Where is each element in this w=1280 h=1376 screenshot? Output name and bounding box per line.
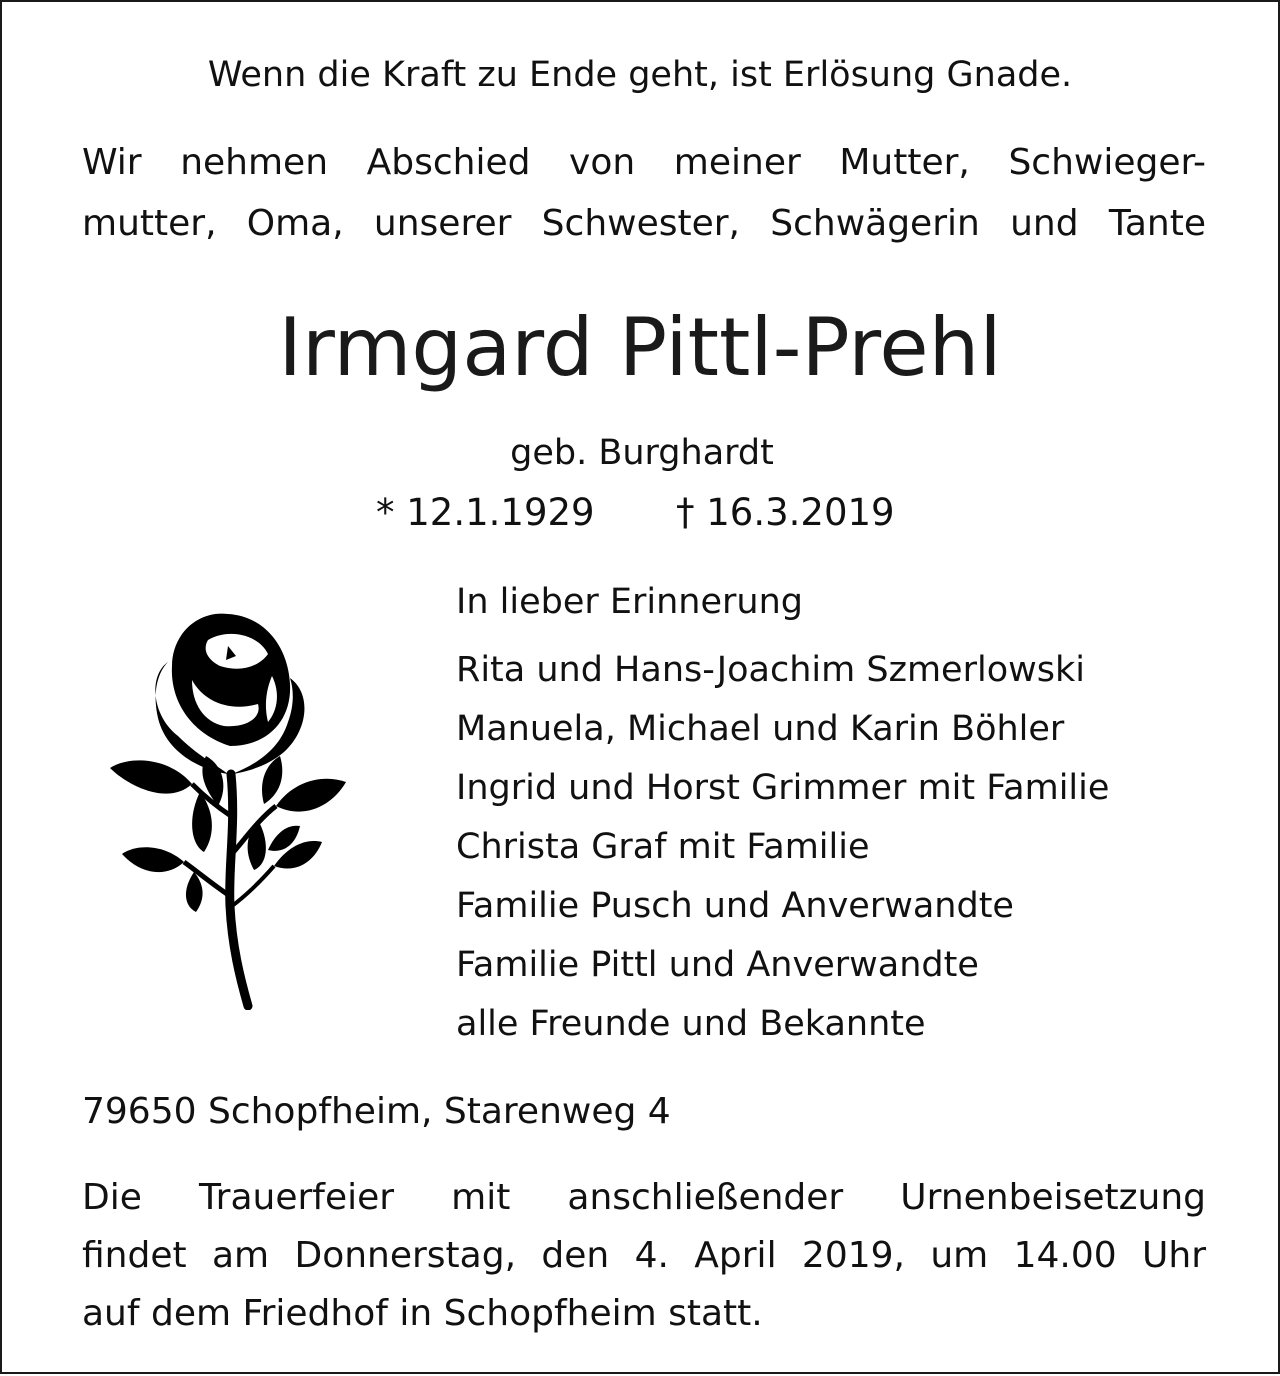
memory-heading: In lieber Erinnerung [456, 582, 803, 622]
mourner-line: Manuela, Michael und Karin Böhler [456, 709, 1065, 749]
mourner-line: Familie Pittl und Anverwandte [456, 945, 979, 985]
address: 79650 Schopfheim, Starenweg 4 [82, 1091, 671, 1132]
death-date: † 16.3.2019 [676, 491, 895, 534]
intro-line-1: Wir nehmen Abschied von meiner Mutter, Schwieger- [82, 142, 1206, 183]
motto: Wenn die Kraft zu Ende geht, ist Erlösung Gnade. [207, 55, 1073, 95]
intro-line-2: mutter, Oma, unserer Schwester, Schwägerin und Tante [82, 203, 1206, 244]
deceased-name: Irmgard Pittl-Prehl [278, 301, 1002, 394]
birth-name: geb. Burghardt [510, 433, 774, 473]
mourner-line: Ingrid und Horst Grimmer mit Familie [456, 768, 1110, 808]
mourner-line: Rita und Hans-Joachim Szmerlowski [456, 650, 1085, 690]
funeral-line-2: findet am Donnerstag, den 4. April 2019, um 14.00 Uhr [82, 1235, 1206, 1276]
rose-icon [108, 606, 353, 1010]
funeral-line-1: Die Trauerfeier mit anschließender Urnenbeisetzung [82, 1177, 1206, 1218]
funeral-line-3: auf dem Friedhof in Schopfheim statt. [82, 1293, 763, 1334]
birth-date: * 12.1.1929 [376, 491, 595, 534]
mourner-line: alle Freunde und Bekannte [456, 1004, 926, 1044]
mourner-line: Familie Pusch und Anverwandte [456, 886, 1014, 926]
mourner-line: Christa Graf mit Familie [456, 827, 870, 867]
